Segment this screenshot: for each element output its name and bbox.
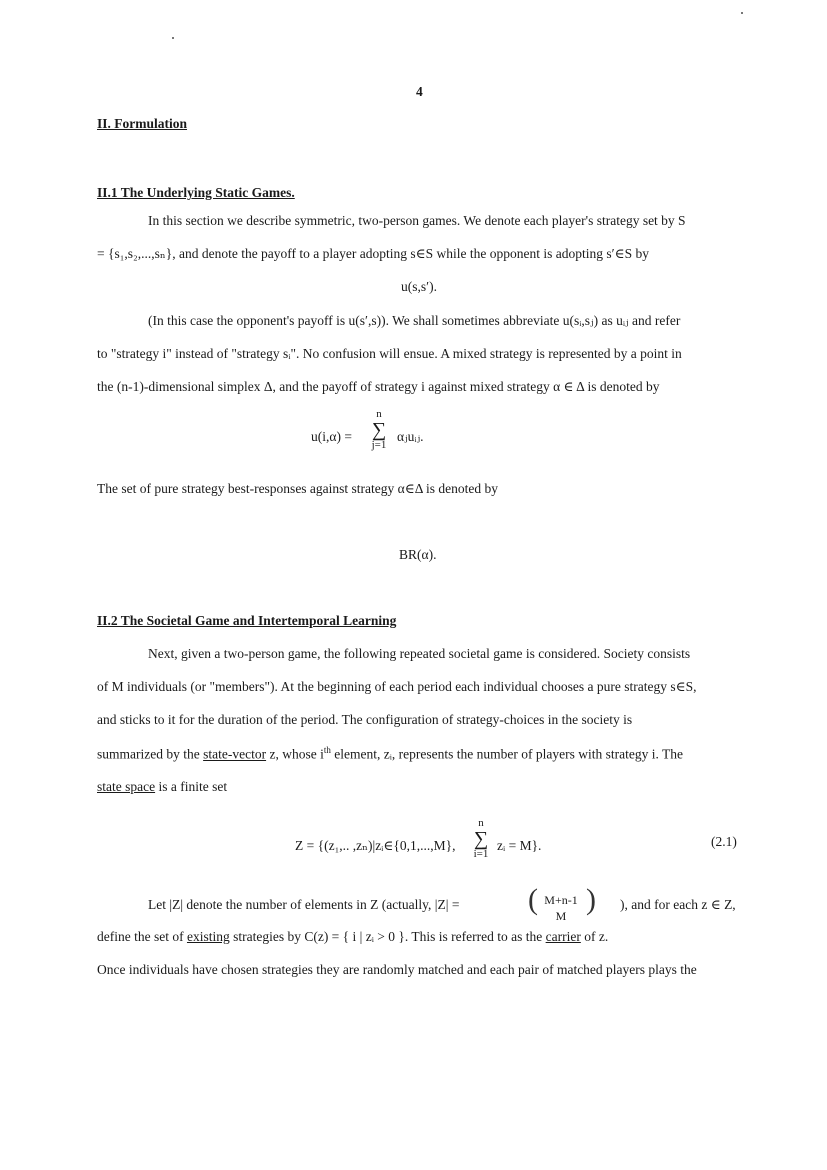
- scan-speck: [741, 12, 743, 14]
- equation-lhs: u(i,α) =: [311, 429, 352, 444]
- defined-term: existing: [186, 929, 230, 944]
- text: element, zᵢ, represents the number of players with strategy i. The: [330, 746, 683, 762]
- paragraph-line: Next, given a two-person game, the following repeated societal game is considered. Society consists: [148, 646, 691, 661]
- page-number: 4: [416, 84, 423, 99]
- paragraph-line: = {s₁,s₂,...,sₙ}, and denote the payoff to a player adopting s∈S while the opponent is adopting s′∈S by: [97, 246, 649, 261]
- subsection-heading: II.2 The Societal Game and Intertemporal Learning: [97, 613, 397, 628]
- paragraph-line: and sticks to it for the duration of the period. The configuration of strategy-choices in the society is: [97, 712, 633, 727]
- equation-rhs: zᵢ = M}.: [497, 838, 542, 853]
- equation-best-response: BR(α).: [399, 547, 437, 562]
- paragraph-line: Let |Z| denote the number of elements in Z (actually, |Z| =: [148, 897, 460, 912]
- text: summarized by the: [97, 746, 204, 762]
- sum-lower-limit: i=1: [473, 848, 489, 860]
- right-paren-icon: ): [586, 883, 596, 916]
- summation-symbol: [367, 409, 391, 451]
- text: define the set of: [97, 929, 187, 944]
- equation-number: (2.1): [711, 834, 737, 849]
- paragraph-line: to "strategy i" instead of "strategy sᵢ". No confusion will ensue. A mixed strategy is represented by a point in: [97, 346, 682, 361]
- defined-term: carrier: [545, 929, 581, 944]
- sum-lower-limit: j=1: [371, 439, 387, 451]
- paragraph-line: [97, 779, 227, 795]
- equation-lhs: Z = {(z₁,.. ,zₙ)|zᵢ∈{0,1,...,M},: [295, 838, 456, 853]
- sum-upper-limit: n: [478, 817, 484, 829]
- summation-symbol: [469, 818, 493, 860]
- paragraph-line: The set of pure strategy best-responses against strategy α∈Δ is denoted by: [97, 481, 499, 496]
- section-title: II. Formulation: [97, 116, 188, 131]
- scan-speck: [172, 37, 174, 39]
- paragraph-line: [97, 745, 683, 763]
- paragraph-line: (In this case the opponent's payoff is u(s′,s)). We shall sometimes abbreviate u(sᵢ,sⱼ) as uᵢⱼ and refer: [148, 313, 681, 328]
- text: is a finite set: [155, 779, 228, 794]
- equation-rhs: αⱼuᵢⱼ.: [397, 429, 424, 444]
- paragraph-line: the (n-1)-dimensional simplex Δ, and the payoff of strategy i against mixed strategy α ∈ Δ is denoted by: [97, 379, 660, 394]
- paragraph-line: ), and for each z ∈ Z,: [620, 897, 736, 912]
- binomial-top: M+n-1: [544, 893, 578, 907]
- equation-payoff: u(s,s′).: [401, 279, 437, 294]
- defined-term: state space: [97, 779, 156, 794]
- sigma-icon: ∑: [371, 419, 387, 441]
- sigma-icon: ∑: [473, 828, 489, 850]
- text: strategies by C(z) = { i | zᵢ > 0 }. This is referred to as the: [229, 929, 546, 944]
- text: z, whose i: [266, 746, 324, 762]
- text: of z.: [580, 929, 609, 944]
- left-paren-icon: (: [528, 883, 538, 916]
- superscript: th: [323, 745, 331, 755]
- defined-term: state-vector: [203, 746, 267, 762]
- paragraph-line: In this section we describe symmetric, two-person games. We denote each player's strategy set by S: [148, 213, 686, 228]
- paragraph-line: of M individuals (or "members"). At the beginning of each period each individual chooses a pure strategy s∈S,: [97, 679, 697, 694]
- subsection-heading: II.1 The Underlying Static Games.: [97, 185, 295, 200]
- paragraph-line: Once individuals have chosen strategies they are randomly matched and each pair of matched players plays the: [97, 962, 697, 977]
- binomial-bottom: M: [555, 909, 567, 923]
- paragraph-line: [97, 929, 608, 945]
- sum-upper-limit: n: [376, 408, 382, 420]
